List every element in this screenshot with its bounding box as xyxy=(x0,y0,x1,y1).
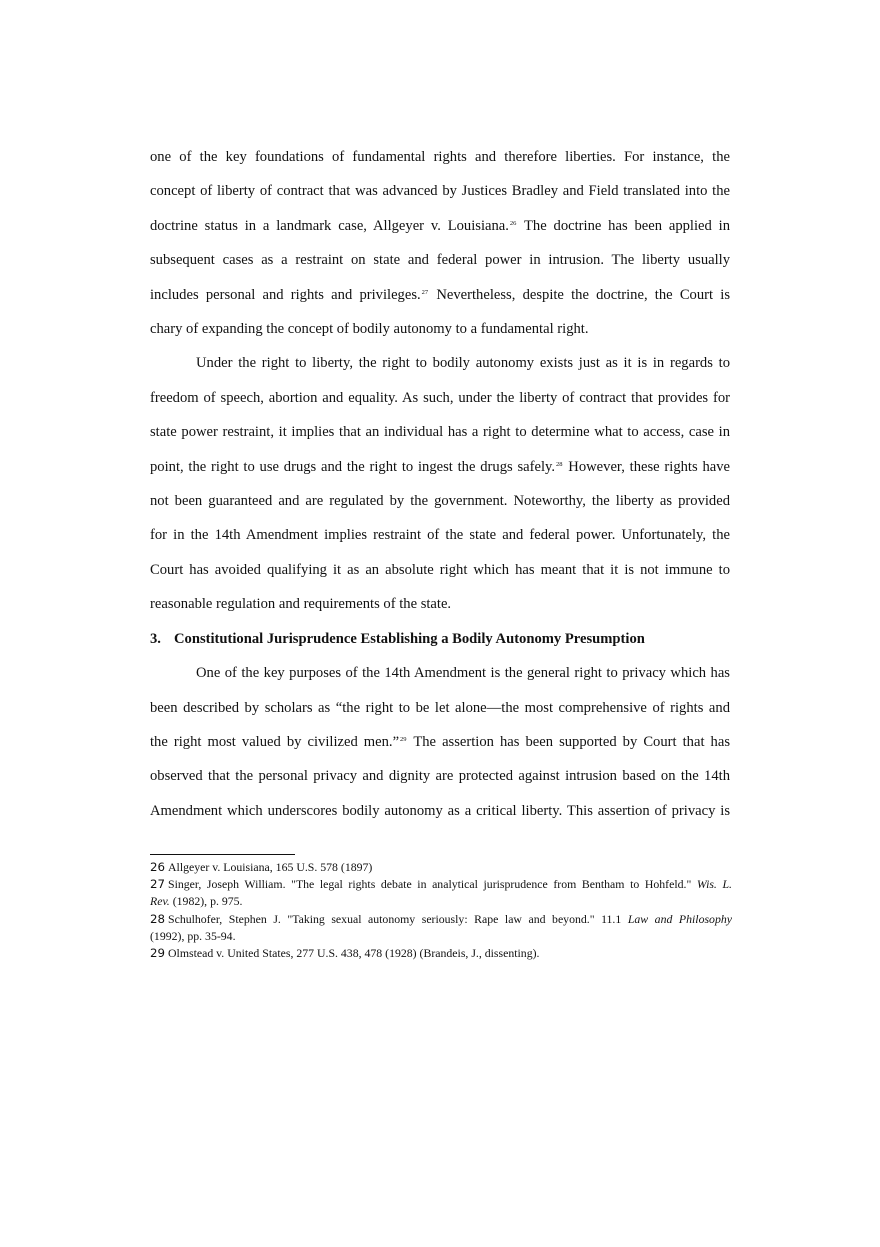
text-line: Amendment which underscores bodily autonomy as a critical liberty. This assertion of privacy is xyxy=(150,802,730,819)
text-line: reasonable regulation and requirements of the state. xyxy=(150,596,452,613)
text-segment: point, the right to use drugs and the right to ingest the drugs safely. xyxy=(150,458,556,475)
journal-name: Rev. xyxy=(150,894,170,909)
footnote-28 xyxy=(150,911,732,945)
text-segment: Nevertheless, despite the doctrine, the Court is xyxy=(429,286,730,303)
footnote-line xyxy=(150,893,732,910)
footnote-text: Schulhofer, Stephen J. "Taking sexual autonomy seriously: Rape law and beyond." 11.1 xyxy=(168,911,628,926)
footnotes xyxy=(150,859,732,962)
text-line xyxy=(150,725,730,759)
text-segment: doctrine status in a landmark case, Allgeyer v. Louisiana. xyxy=(150,217,509,234)
text-segment: includes personal and rights and privileges. xyxy=(150,286,421,303)
text-line xyxy=(150,278,730,312)
footnote-26 xyxy=(150,859,732,876)
text-line: observed that the personal privacy and dignity are protected against intrusion based on the 14th xyxy=(150,768,730,785)
footnote-text: Allgeyer v. Louisiana, 165 U.S. 578 (1897) xyxy=(168,860,373,874)
text-line: been described by scholars as “the right to be let alone—the most comprehensive of rights and xyxy=(150,699,730,716)
text-segment: The doctrine has been applied in xyxy=(517,217,730,234)
paragraph-2 xyxy=(150,346,730,621)
footnote-number: 26 xyxy=(150,860,166,874)
footnote-ref-29[interactable]: 29 xyxy=(400,735,407,743)
text-line: chary of expanding the concept of bodily autonomy to a fundamental right. xyxy=(150,321,589,338)
footnote-number: 27 xyxy=(150,877,166,892)
footnote-line xyxy=(150,911,732,928)
footnote-ref-27[interactable]: 27 xyxy=(421,288,429,296)
footnote-ref-28[interactable]: 28 xyxy=(556,460,563,468)
footnote-ref-26[interactable]: 26 xyxy=(509,219,517,227)
text-line: for in the 14th Amendment implies restraint of the state and federal power. Unfortunately, the xyxy=(150,527,730,544)
paragraph-1 xyxy=(150,140,730,346)
footnote-line: (1992), pp. 35-94. xyxy=(150,928,236,943)
text-line xyxy=(150,450,730,484)
paragraph-3 xyxy=(150,656,730,828)
text-line: Under the right to liberty, the right to bodily autonomy exists just as it is in regards to xyxy=(196,355,730,372)
journal-name: Law and Philosophy xyxy=(627,911,732,926)
text-line xyxy=(150,209,730,243)
text-line: concept of liberty of contract that was advanced by Justices Bradley and Field translated into the xyxy=(150,183,730,200)
text-line: freedom of speech, abortion and equality. As such, under the liberty of contract that provides for xyxy=(150,389,730,406)
text-line: one of the key foundations of fundamental rights and therefore liberties. For instance, the xyxy=(150,149,730,165)
footnote-number: 28 xyxy=(150,911,166,926)
footnote-29 xyxy=(150,945,732,962)
text-line: state power restraint, it implies that an individual has a right to determine what to access, case in xyxy=(150,424,730,441)
section-title: Constitutional Jurisprudence Establishing a Bodily Autonomy Presumption xyxy=(174,630,645,647)
text-segment: However, these rights have xyxy=(563,458,730,475)
footnote-text: Olmstead v. United States, 277 U.S. 438, 478 (1928) (Brandeis, J., dissenting). xyxy=(168,946,540,961)
text-line: not been guaranteed and are regulated by the government. Noteworthy, the liberty as provided xyxy=(150,493,730,510)
footnote-line xyxy=(150,876,732,893)
text-line: subsequent cases as a restraint on state and federal power in intrusion. The liberty usually xyxy=(150,252,730,269)
journal-name: Wis. L. xyxy=(696,877,732,892)
section-heading xyxy=(150,622,730,656)
text-segment: The assertion has been supported by Court that has xyxy=(407,733,730,750)
text-segment: the right most valued by civilized men.” xyxy=(150,733,400,750)
body-text xyxy=(150,140,730,828)
text-line: Court has avoided qualifying it as an absolute right which has meant that it is not immune to xyxy=(150,561,730,578)
text-line: One of the key purposes of the 14th Amendment is the general right to privacy which has xyxy=(196,665,730,682)
footnote-text: Singer, Joseph William. "The legal rights debate in analytical jurisprudence from Bentham to Hohfeld." xyxy=(168,877,692,892)
section-number: 3. xyxy=(150,630,161,647)
footnote-text: (1982), p. 975. xyxy=(169,894,243,909)
footnote-number: 29 xyxy=(150,946,166,961)
footnote-separator xyxy=(150,854,295,855)
footnote-27 xyxy=(150,876,732,910)
